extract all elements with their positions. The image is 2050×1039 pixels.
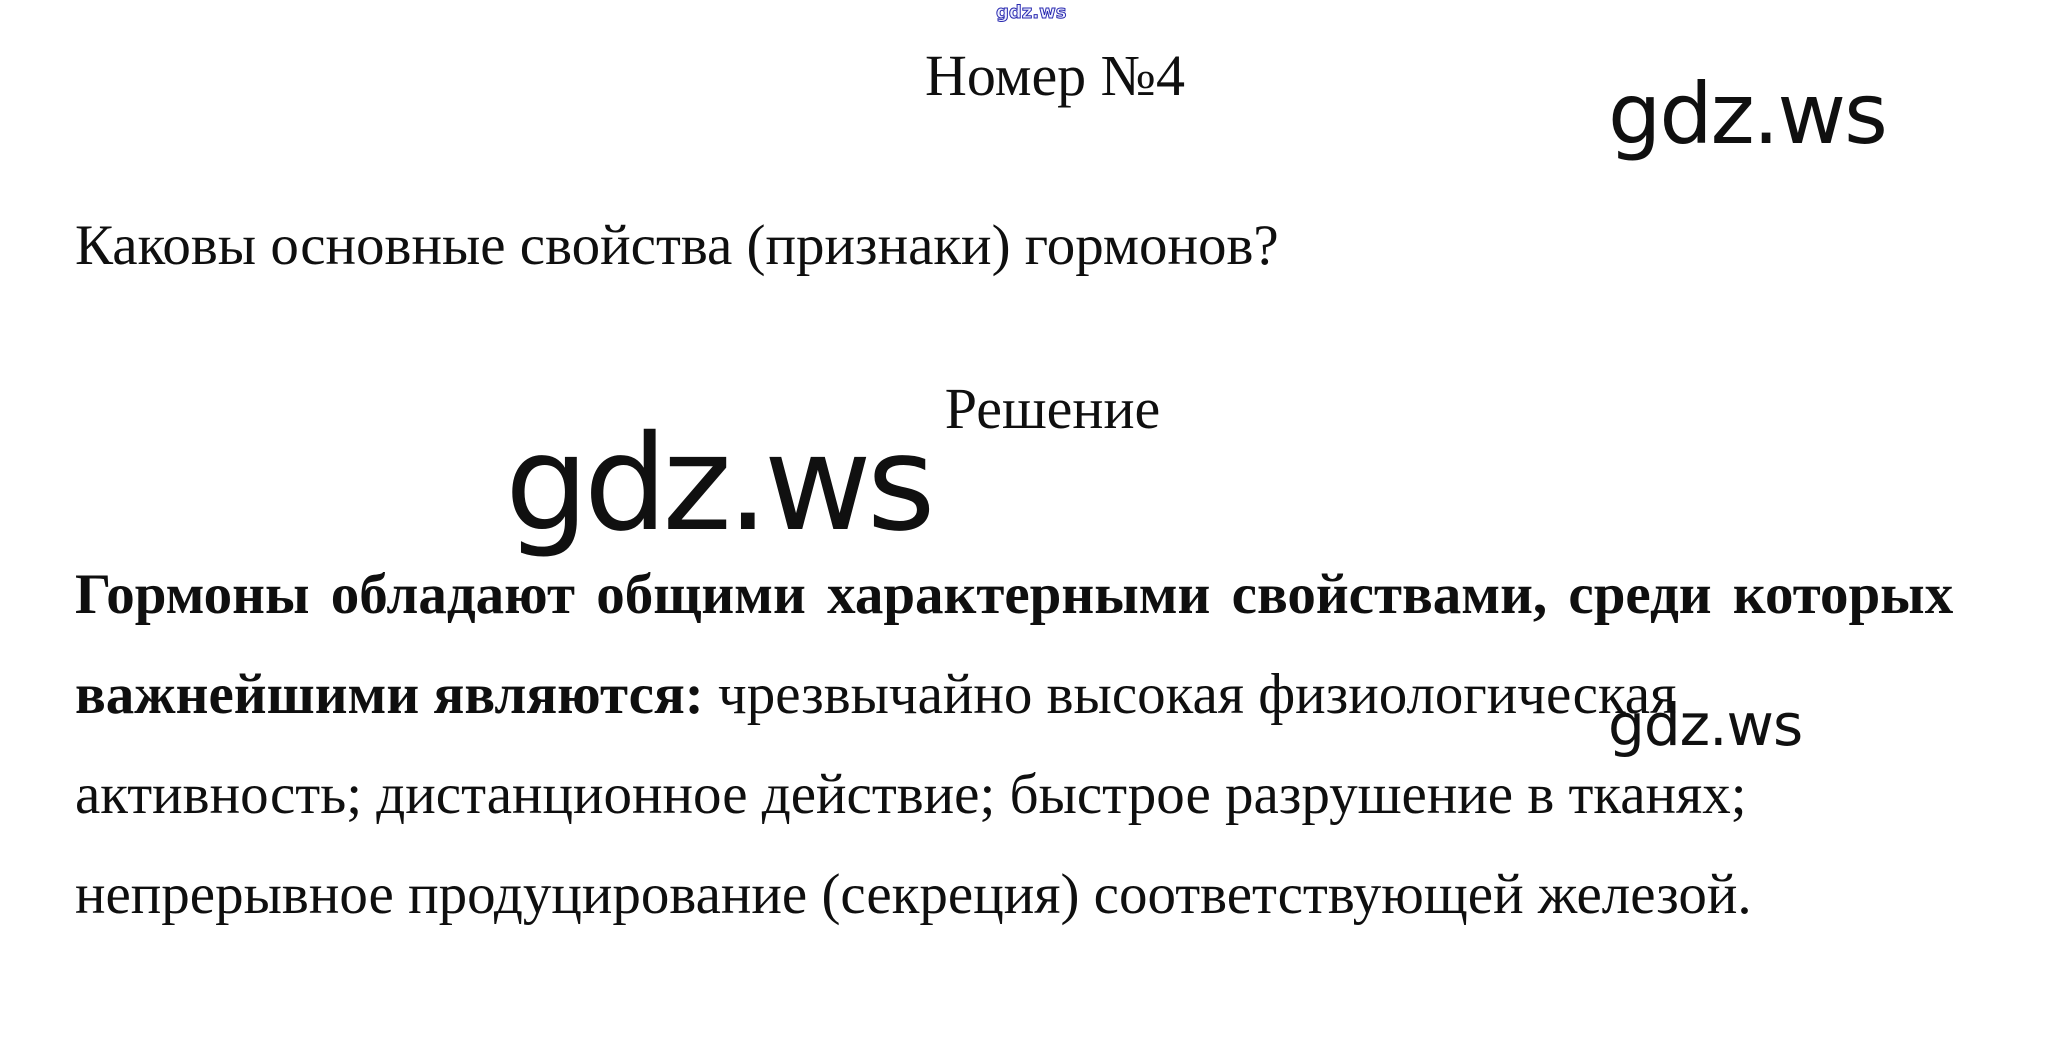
page-title: Номер №4 [924, 43, 1186, 108]
answer-line-2-regular: чрезвычайно высокая физиологическая [718, 663, 1677, 726]
answer-line-4 [75, 845, 1953, 945]
watermark-top-right: gdz.ws [1608, 65, 1886, 163]
watermark-center-large: gdz.ws [505, 407, 931, 561]
solution-heading: Решение [944, 376, 1161, 441]
watermark-middle-right: gdz.ws [1608, 691, 1803, 759]
answer-paragraph [75, 545, 1953, 945]
answer-line-2 [75, 645, 1953, 745]
answer-line-3 [75, 745, 1953, 845]
watermark-top-small: gdz.ws [996, 2, 1067, 23]
answer-line-3-regular: активность; дистанционное действие; быстрое разрушение в тканях; [75, 763, 1747, 826]
answer-line-1-bold: Гормоны обладают общими характерными свойствами, среди которых [75, 563, 1954, 626]
answer-line-2-bold: важнейшими являются: [75, 663, 719, 726]
answer-line-1 [75, 545, 1953, 645]
answer-line-4-regular: непрерывное продуцирование (секреция) соответствующей железой. [75, 863, 1752, 926]
question-text: Каковы основные свойства (признаки) гормонов? [75, 214, 1279, 277]
